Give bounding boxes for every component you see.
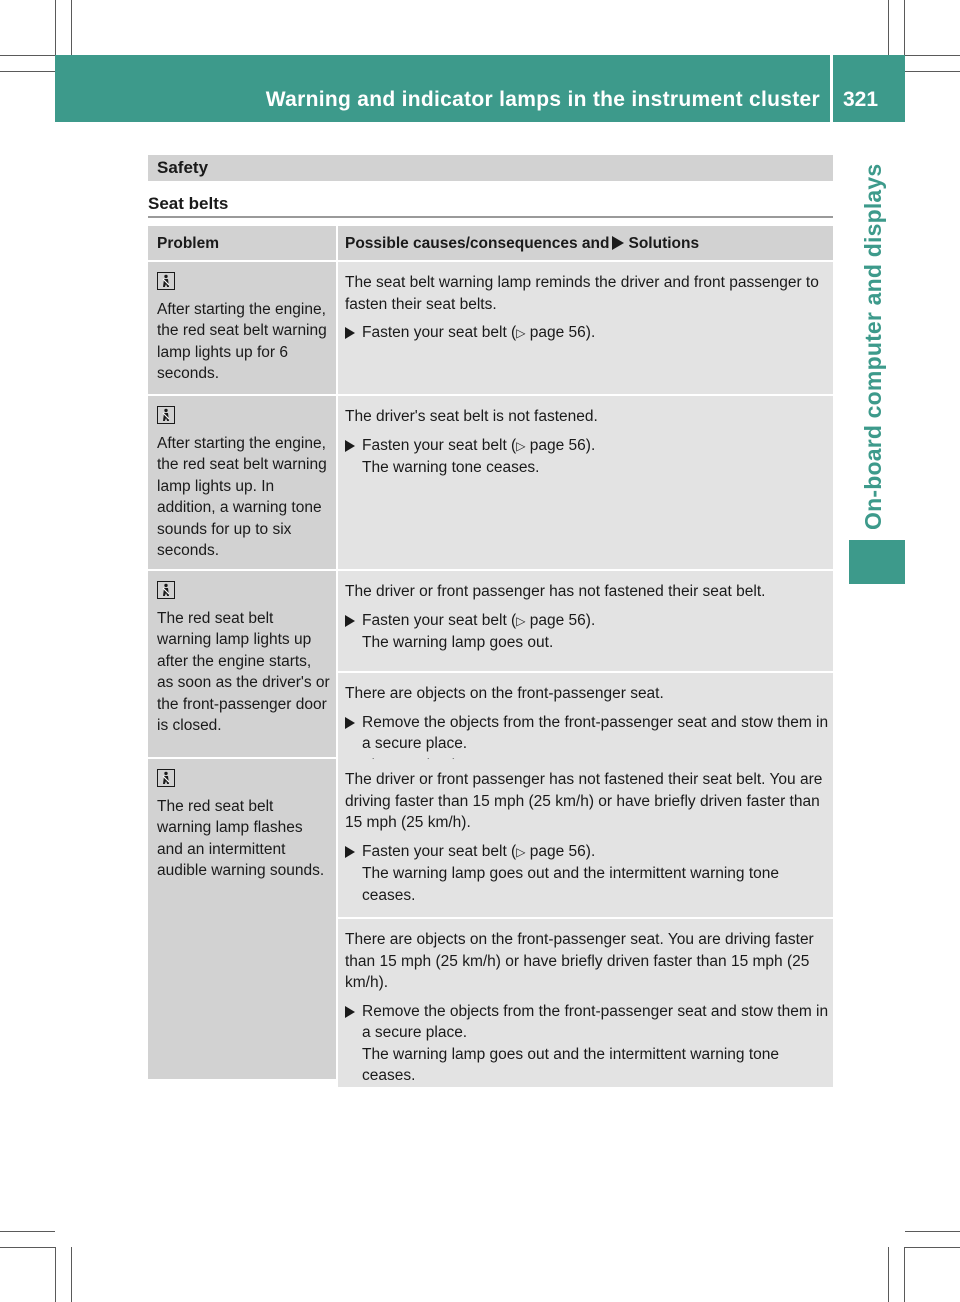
- header-causes-label: Possible causes/consequences and: [345, 235, 610, 252]
- crop-mark: [71, 0, 72, 55]
- page-ref-link[interactable]: page 56).: [529, 842, 596, 860]
- crop-mark: [0, 71, 55, 72]
- solution-step: [345, 322, 829, 345]
- cause-block: [338, 396, 833, 569]
- causes-cell: [336, 759, 833, 1084]
- crop-mark: [905, 1231, 960, 1232]
- solution-step: [345, 712, 829, 755]
- crop-mark: [0, 55, 55, 56]
- cause-block: [338, 262, 833, 394]
- solution-text: Fasten your seat belt (: [362, 324, 517, 341]
- solution-text: Remove the objects from the front-passenger seat and stow them in a secure place.: [362, 1002, 829, 1041]
- solution-text: Remove the objects from the front-passenger seat and stow them in a secure place.: [362, 713, 829, 752]
- crop-mark: [0, 1247, 55, 1248]
- page-ref-link[interactable]: page 56).: [529, 611, 596, 629]
- step-arrow-icon: [345, 440, 355, 452]
- problem-cell: [148, 262, 336, 394]
- crop-mark: [904, 1247, 905, 1302]
- step-arrow-icon: [345, 615, 355, 627]
- solution-step: [345, 435, 829, 458]
- seat-belt-warning-icon: [157, 769, 175, 787]
- chapter-side-tab-marker: [849, 540, 905, 584]
- table-body: [148, 260, 833, 1084]
- page-ref-triangle-icon: ▷: [516, 326, 526, 340]
- crop-mark: [888, 1247, 889, 1302]
- page-ref-triangle-icon: ▷: [516, 844, 526, 859]
- page-ref-link[interactable]: page 56).: [529, 436, 596, 454]
- header-solutions-label: Solutions: [628, 235, 700, 252]
- page-header-title: Warning and indicator lamps in the instrument cluster: [265, 88, 820, 111]
- step-arrow-icon: [345, 1006, 355, 1018]
- causes-cell: [336, 571, 833, 757]
- section-subtitle: Seat belts: [148, 194, 229, 213]
- cause-text: The driver or front passenger has not fastened their seat belt.: [345, 583, 766, 600]
- crop-mark: [905, 1247, 960, 1248]
- step-arrow-icon: [345, 846, 355, 858]
- cause-text: The driver or front passenger has not fastened their seat belt. You are driving faster than 15 mph (25 km/h) or have briefly driven faster than 15 mph (25 km/h).: [345, 771, 823, 831]
- solution-note: The warning lamp goes out.: [362, 634, 554, 651]
- crop-mark: [55, 0, 56, 55]
- step-arrow-icon: [345, 717, 355, 729]
- problem-text: The red seat belt warning lamp lights up after the engine starts, as soon as the driver's or the front-passenger door is closed.: [157, 609, 330, 734]
- solution-note: The warning lamp goes out and the intermittent warning tone ceases.: [362, 1045, 780, 1084]
- solution-note: The warning lamp goes out and the intermittent warning tone ceases.: [362, 865, 780, 904]
- header-problem: Problem: [157, 235, 220, 252]
- solution-text: Fasten your seat belt (: [362, 436, 517, 454]
- table-row: [148, 260, 833, 394]
- table-header: [148, 226, 833, 260]
- problem-cell: [148, 571, 336, 757]
- action-arrow-icon: [612, 236, 624, 250]
- page-ref-link[interactable]: page 56).: [529, 324, 596, 341]
- page-ref-triangle-icon: ▷: [516, 613, 526, 628]
- crop-mark: [888, 0, 889, 55]
- cause-text: There are objects on the front-passenger seat.: [345, 685, 664, 702]
- section-bar: [148, 155, 833, 181]
- cause-text: There are objects on the front-passenger seat. You are driving faster than 15 mph (25 km/h) or have briefly driven faster than 15 mph (25 km/h).: [345, 931, 814, 991]
- solution-step: [345, 1001, 829, 1044]
- problem-text: After starting the engine, the red seat belt warning lamp lights up. In addition, a warning tone sounds for up to six seconds.: [157, 434, 327, 559]
- causes-cell: [336, 262, 833, 394]
- solution-text: Fasten your seat belt (: [362, 611, 517, 629]
- seat-belt-warning-icon: [157, 406, 175, 424]
- subtitle-rule: [148, 216, 833, 218]
- cause-block: [338, 759, 833, 917]
- seat-belt-table: [148, 226, 833, 1084]
- solution-text: Fasten your seat belt (: [362, 842, 517, 860]
- header-divider: [830, 55, 833, 122]
- crop-mark: [71, 1247, 72, 1302]
- step-arrow-icon: [345, 327, 355, 339]
- solution-note: The warning tone ceases.: [362, 459, 540, 476]
- table-row: [148, 394, 833, 569]
- table-row: [148, 569, 833, 757]
- crop-mark: [0, 1231, 55, 1232]
- problem-text: The red seat belt warning lamp flashes and an intermittent audible warning sounds.: [157, 797, 325, 879]
- seat-belt-warning-icon: [157, 272, 175, 290]
- crop-mark: [904, 0, 905, 55]
- table-row: [148, 757, 833, 1084]
- section-title: Safety: [157, 158, 209, 177]
- cause-block: [338, 917, 833, 1087]
- page-ref-triangle-icon: ▷: [516, 438, 526, 453]
- seat-belt-warning-icon: [157, 581, 175, 599]
- solution-step: [345, 610, 829, 633]
- crop-mark: [905, 71, 960, 72]
- cause-block: [338, 571, 833, 671]
- crop-mark: [55, 1247, 56, 1302]
- page-number: 321: [843, 88, 879, 111]
- problem-cell: [148, 396, 336, 569]
- causes-cell: [336, 396, 833, 569]
- problem-text: After starting the engine, the red seat belt warning lamp lights up for 6 seconds.: [157, 300, 327, 382]
- chapter-side-tab-label: On-board computer and displays: [860, 163, 886, 530]
- cause-text: The seat belt warning lamp reminds the driver and front passenger to fasten their seat belts.: [345, 274, 819, 313]
- solution-step: [345, 841, 829, 864]
- problem-cell: [148, 759, 336, 1079]
- cause-text: The driver's seat belt is not fastened.: [345, 408, 598, 425]
- header-causes: [336, 226, 833, 260]
- crop-mark: [905, 55, 960, 56]
